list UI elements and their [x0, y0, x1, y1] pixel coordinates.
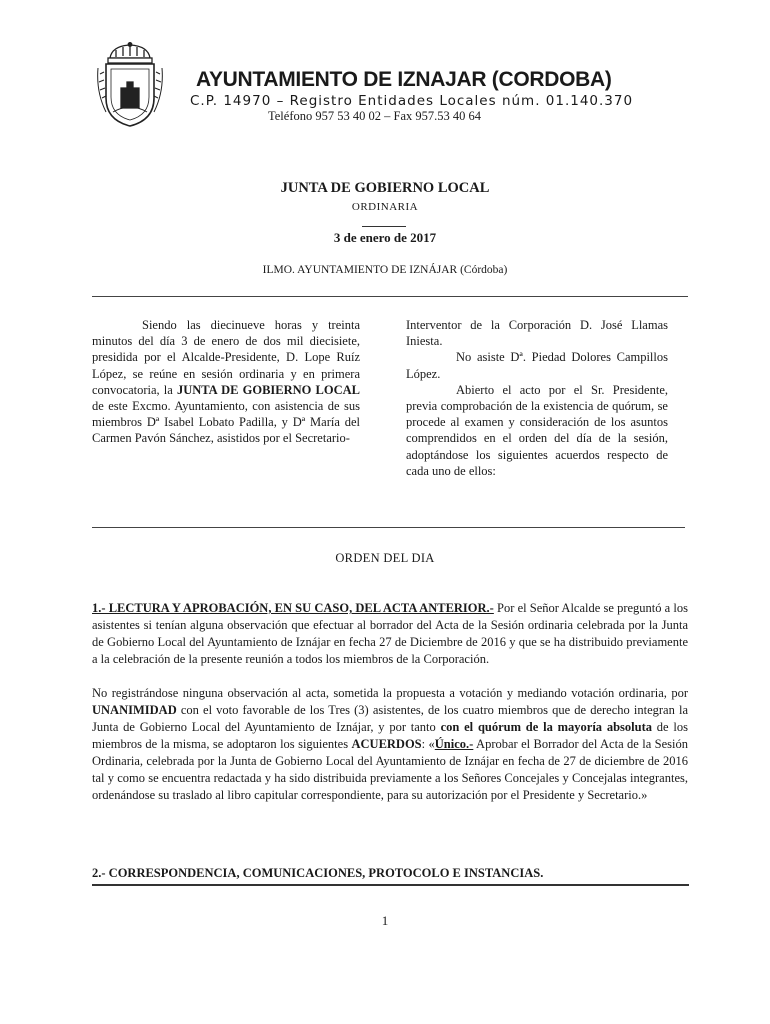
quorum-text: con el quórum de la mayoría absoluta — [440, 720, 653, 734]
item-1-heading: 1.- LECTURA Y APROBACIÓN, EN SU CASO, DEL ACTA ANTERIOR.- — [92, 601, 494, 615]
organization-title: AYUNTAMIENTO DE IZNAJAR (CORDOBA) — [196, 68, 612, 91]
meeting-title: JUNTA DE GOBIERNO LOCAL — [280, 180, 490, 196]
item-2-underline — [92, 884, 689, 886]
title-divider — [362, 226, 406, 227]
meeting-date: 3 de enero de 2017 — [333, 230, 437, 245]
agenda-title: ORDEN DEL DIA — [335, 551, 435, 565]
unanimity-text: UNANIMIDAD — [92, 703, 177, 717]
intro-right-column — [406, 317, 668, 479]
meeting-type: ORDINARIA — [351, 201, 419, 213]
contact-line: Teléfono 957 53 40 02 – Fax 957.53 40 64 — [268, 109, 481, 123]
section-divider — [92, 527, 685, 528]
item-1-resolution — [92, 685, 688, 804]
meeting-place: ILMO. AYUNTAMIENTO DE IZNÁJAR (Córdoba) — [262, 264, 508, 276]
agenda-item-1 — [92, 600, 688, 804]
unique-label: Único.- — [434, 737, 474, 751]
section-divider — [92, 296, 688, 297]
resolution-text: : « — [421, 737, 435, 751]
intro-paragraph: Interventor de la Corporación D. José Llamas Iniesta. — [406, 318, 668, 349]
agreements-label: ACUERDOS — [351, 737, 422, 751]
registry-line: C.P. 14970 – Registro Entidades Locales núm. 01.140.370 — [190, 93, 634, 109]
intro-text: Siendo las diecinueve horas y treinta minutos del día 3 de enero de dos mil diecisiete, presidida por el Alcalde-Presidente, D. Lope Ruíz López, se reúne en sesión ordinaria y en primera convocatoria, la — [92, 318, 360, 397]
page-number: 1 — [381, 913, 389, 928]
resolution-text: de los miembros de la misma, se adoptaron los siguientes — [92, 720, 688, 751]
intro-paragraph: No asiste Dª. Piedad Dolores Campillos López. — [406, 350, 668, 381]
intro-text: de este Excmo. Ayuntamiento, con asistencia de sus miembros Dª Isabel Lobato Padilla, y Dª María del Carmen Pavón Sánchez, asistidos por el Secretario- — [92, 399, 360, 446]
intro-body-name: JUNTA DE GOBIERNO LOCAL — [176, 382, 360, 397]
item-1-paragraph — [92, 600, 688, 668]
resolution-text: Aprobar el Borrador del Acta de la Sesión Ordinaria, celebrada por la Junta de Gobierno Local del Ayuntamiento de Iznájar en fecha de 27 de diciembre de 2016 tal y como se encuentra redactada y ha sido distribuida previamente a los Señores Concejales y Concejalas integrantes, ordenándose su traslado al libro capitular correspondiente, para su autorización por el Presidente y Secretario.» — [92, 737, 688, 802]
resolution-text: No registrándose ninguna observación al acta, sometida la propuesta a votación y mediando votación ordinaria, por — [92, 686, 688, 700]
resolution-text: con el voto favorable de los Tres (3) asistentes, de los cuatro miembros que de derecho integran la Junta de Gobierno Local del Ayuntamiento de Iznájar, y por tanto — [92, 703, 688, 734]
item-1-text: Por el Señor Alcalde se preguntó a los asistentes si tenían alguna observación que efectuar al borrador del Acta de la Sesión ordinaria celebrada por la Junta de Gobierno Local del Ayuntamiento de Iznájar en fecha 27 de Diciembre de 2016 y que se ha distribuido previamente a la celebración de la presente reunión a todos los miembros de la Corporación. — [92, 601, 688, 666]
agenda-item-2-heading: 2.- CORRESPONDENCIA, COMUNICACIONES, PROTOCOLO E INSTANCIAS. — [92, 866, 544, 880]
municipal-crest-logo — [94, 42, 166, 128]
intro-left-column — [92, 317, 360, 447]
intro-paragraph: Abierto el acto por el Sr. Presidente, previa comprobación de la existencia de quórum, se procede al examen y consideración de los asuntos comprendidos en el orden del día de la sesión, adoptándose los siguientes acuerdos respecto de cada uno de ellos: — [406, 382, 668, 478]
